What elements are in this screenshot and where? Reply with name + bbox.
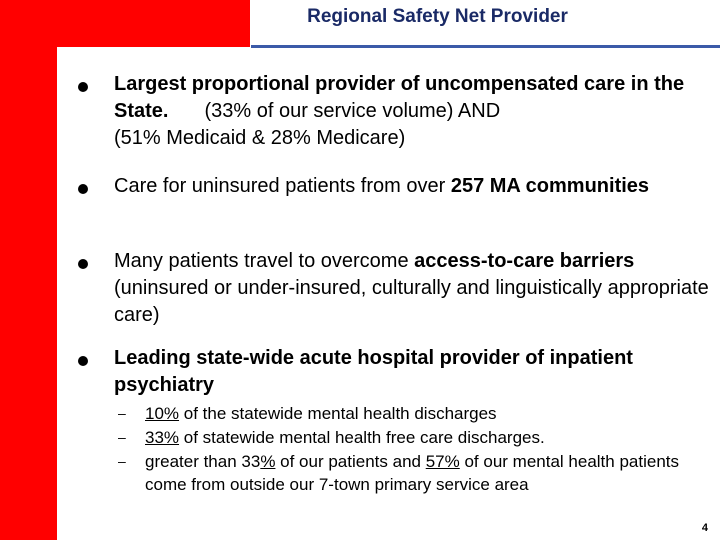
title-underline [251, 45, 720, 48]
bullet-text: (33% of our service volume) AND [204, 100, 501, 122]
bullet-item [114, 345, 714, 399]
bullet-dot [78, 259, 88, 269]
sub-item [145, 402, 715, 425]
slide-title: Regional Safety Net Provider [307, 6, 568, 27]
bullet-text: Care for uninsured patients from over [114, 175, 451, 197]
underlined-value: 10% [145, 404, 180, 423]
page-number: 4 [701, 522, 708, 534]
bullet-text: (51% Medicaid & 28% Medicare) [114, 127, 406, 149]
bullet-bold-text: Largest proportional provider of uncompensated care in the State. [114, 73, 685, 122]
bullet-dot [78, 184, 88, 194]
bullet-item [114, 248, 714, 329]
underlined-value: 57% [425, 452, 460, 471]
bullet-item [114, 71, 714, 152]
underlined-value: 33% [145, 428, 180, 447]
sub-item [145, 426, 715, 449]
bullet-text: (uninsured or under-insured, culturally and linguistically appropriate care) [114, 277, 709, 326]
bullet-bold-text: access-to-care barriers [414, 250, 635, 272]
sub-dash: – [118, 405, 126, 421]
sub-text: of our mental health patients come from outside our 7-town primary service area [145, 452, 679, 494]
top-accent-block [0, 0, 250, 47]
bullet-item [114, 173, 714, 200]
left-accent-bar [0, 0, 57, 540]
sub-text: of the statewide mental health discharges [179, 404, 497, 423]
bullet-dot [78, 356, 88, 366]
sub-dash: – [118, 453, 126, 469]
bullet-bold-text: 257 MA communities [450, 175, 650, 197]
sub-text: of our patients and [275, 452, 426, 471]
sub-dash: – [118, 429, 126, 445]
sub-item [145, 450, 715, 496]
sub-text: greater than 33 [145, 452, 261, 471]
bullet-dot [78, 82, 88, 92]
underlined-value: % [260, 452, 276, 471]
bullet-bold-text: Leading state-wide acute hospital provider of inpatient psychiatry [114, 347, 633, 396]
sub-text: of statewide mental health free care discharges. [179, 428, 545, 447]
bullet-text: Many patients travel to overcome [114, 250, 415, 272]
